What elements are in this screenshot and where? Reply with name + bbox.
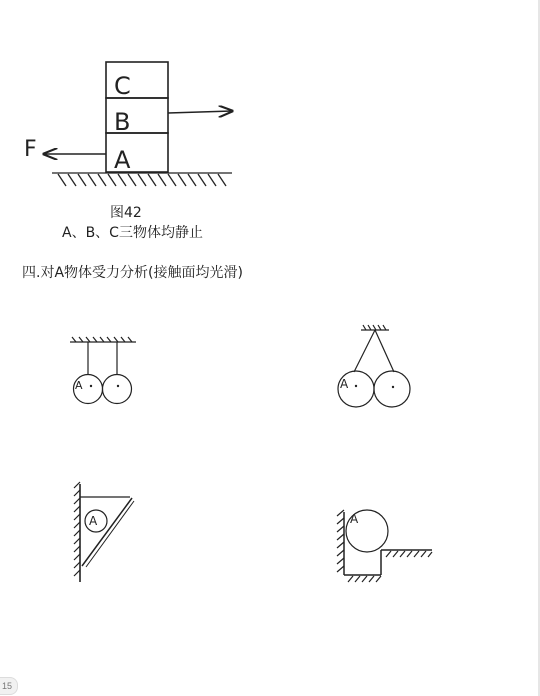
block-b-label: B bbox=[114, 108, 131, 136]
block-c-label: C bbox=[114, 72, 131, 100]
force-b-arrow bbox=[168, 111, 232, 113]
page-number-badge bbox=[0, 677, 18, 695]
diagram-single-point bbox=[338, 325, 410, 407]
ground bbox=[52, 173, 232, 186]
d2-ball-b-center bbox=[392, 386, 394, 388]
page-number: 15 bbox=[2, 681, 13, 691]
figure-number: 图42 bbox=[110, 205, 142, 221]
d2-ball-a-label: A bbox=[340, 377, 349, 391]
figure-condition: A、B、C三物体均静止 bbox=[62, 225, 203, 241]
section-title: 四.对A物体受力分析(接触面均光滑) bbox=[22, 265, 243, 281]
diagram-parallel-strings bbox=[70, 337, 136, 404]
d2-ball-a-center bbox=[355, 385, 357, 387]
d1-ball-a-center bbox=[90, 385, 92, 387]
d3-ball-a-label: A bbox=[89, 514, 98, 528]
force-f-label: F bbox=[24, 137, 37, 162]
d1-ball-a-label: A bbox=[75, 379, 83, 392]
d1-ball-b-center bbox=[117, 385, 119, 387]
diagram-wall-rod bbox=[74, 482, 134, 582]
d4-ball-a-label: A bbox=[350, 512, 359, 526]
block-a-label: A bbox=[114, 146, 131, 174]
